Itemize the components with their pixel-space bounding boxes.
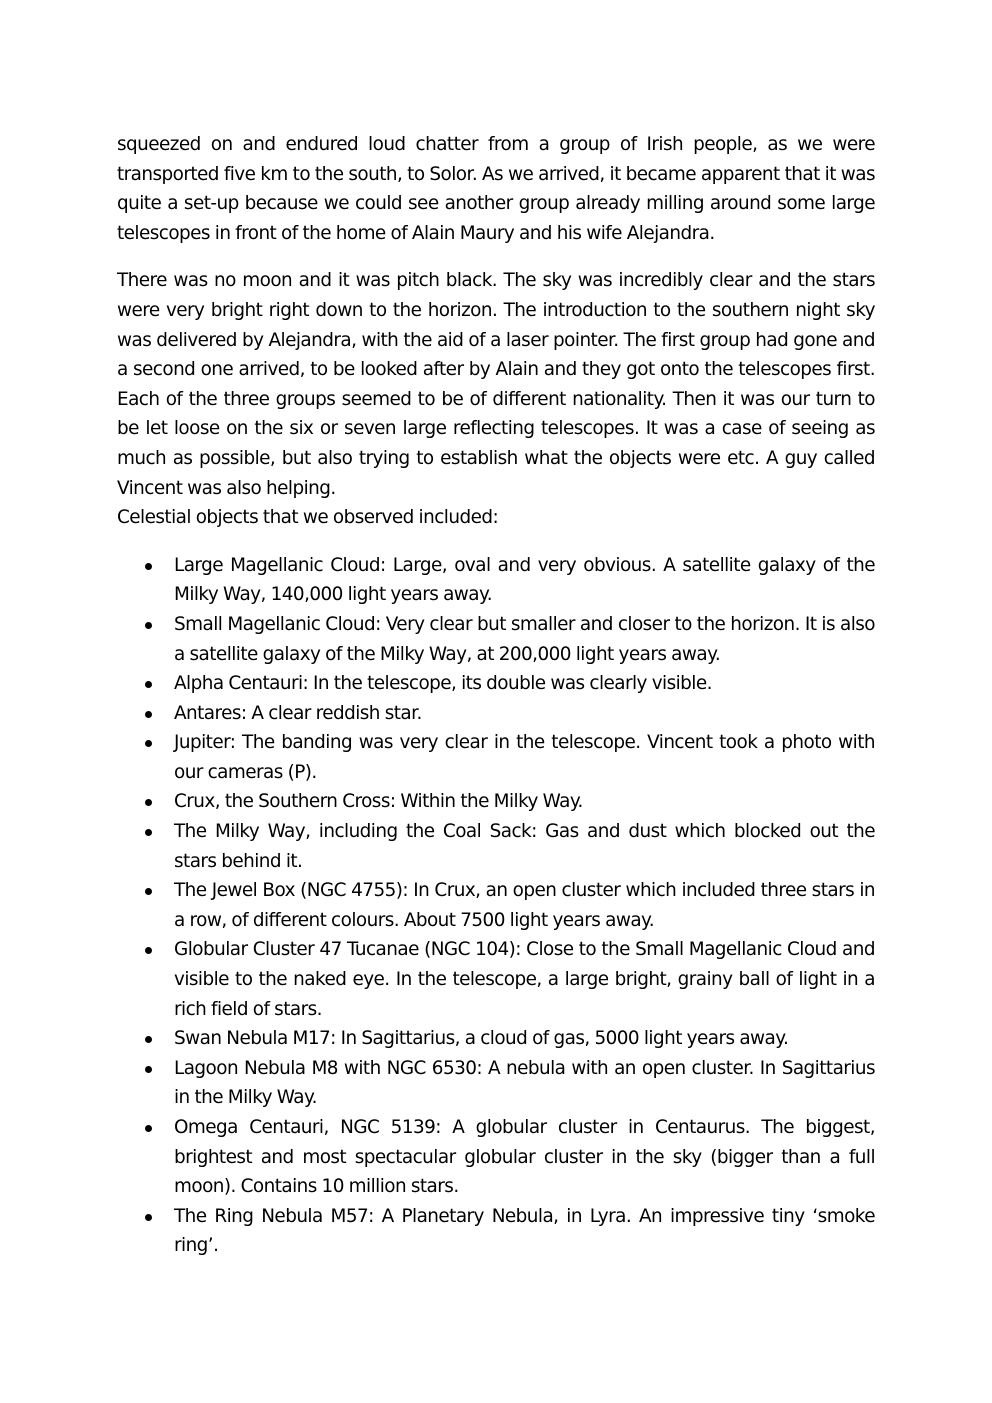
document-page (117, 130, 875, 1261)
list-item-text: The Milky Way, including the Coal Sack: Gas and dust which blocked out the stars behind it. (174, 821, 875, 872)
list-item (117, 1054, 875, 1113)
list-item (117, 1024, 875, 1054)
list-item-text: Lagoon Nebula M8 with NGC 6530: A nebula with an open cluster. In Sagittarius in the Milky Way. (174, 1057, 875, 1109)
bullet-icon (145, 681, 152, 688)
bullet-icon (145, 711, 152, 718)
list-item-text: Large Magellanic Cloud: Large, oval and very obvious. A satellite galaxy of the Milky Way, 140,000 light years away. (174, 554, 875, 606)
celestial-objects-list (117, 551, 875, 1261)
paragraph-night-sky: There was no moon and it was pitch black. The sky was incredibly clear and the stars were very bright right down to the horizon. The introduction to the southern night sky was delivered by Alejandra, with the aid of a laser pointer. The first group had gone and a second one arrived, to be looked after by Alain and they got onto the telescopes first. Each of the three groups seemed to be of different nationality. Then it was our turn to be let loose on the six or seven large reflecting telescopes. It was a case of seeing as much as possible, but also trying to establish what the objects were etc. A guy called Vincent was also helping. (117, 270, 875, 499)
list-item (117, 787, 875, 817)
bullet-icon (145, 799, 152, 806)
list-item (117, 669, 875, 699)
list-item (117, 1202, 875, 1261)
list-item (117, 728, 875, 787)
list-item-text: Swan Nebula M17: In Sagittarius, a cloud of gas, 5000 light years away. (174, 1028, 789, 1050)
bullet-icon (145, 563, 152, 570)
list-item-text: Crux, the Southern Cross: Within the Milky Way. (174, 791, 583, 813)
bullet-icon (145, 888, 152, 895)
list-item (117, 935, 875, 1024)
paragraph-arrival: squeezed on and endured loud chatter from a group of Irish people, as we were transported five km to the south, to Solor. As we arrived, it became apparent that it was quite a set-up because we could see another group already milling around some large telescopes in front of the home of Alain Maury and his wife Alejandra. (117, 134, 875, 244)
bullet-icon (145, 1066, 152, 1073)
list-item-text: The Jewel Box (NGC 4755): In Crux, an open cluster which included three stars in a row, of different colours. About 7500 light years away. (174, 880, 875, 931)
bullet-icon (145, 740, 152, 747)
list-item-text: Antares: A clear reddish star. (174, 702, 422, 724)
list-item (117, 876, 875, 935)
bullet-icon (145, 1125, 152, 1132)
bullet-icon (145, 1036, 152, 1043)
list-item-text: Globular Cluster 47 Tucanae (NGC 104): Close to the Small Magellanic Cloud and visible to the naked eye. In the telescope, a large bright, grainy ball of light in a rich field of stars. (174, 939, 875, 1020)
list-item-text: The Ring Nebula M57: A Planetary Nebula, in Lyra. An impressive tiny ‘smoke ring’. (174, 1205, 875, 1257)
list-item-text: Small Magellanic Cloud: Very clear but smaller and closer to the horizon. It is also a satellite galaxy of the Milky Way, at 200,000 light years away. (174, 613, 875, 665)
list-item-text: Omega Centauri, NGC 5139: A globular cluster in Centaurus. The biggest, brightest and most spectacular globular cluster in the sky (bigger than a full moon). Contains 10 million stars. (174, 1117, 875, 1198)
bullet-icon (145, 947, 152, 954)
bullet-icon (145, 1214, 152, 1221)
list-item (117, 1113, 875, 1202)
list-item-text: Alpha Centauri: In the telescope, its double was clearly visible. (174, 673, 712, 695)
list-item (117, 610, 875, 669)
list-item (117, 817, 875, 876)
list-item-text: Jupiter: The banding was very clear in the telescope. Vincent took a photo with our cameras (P). (174, 732, 875, 783)
paragraph-objects-intro: Celestial objects that we observed included: (117, 507, 499, 529)
list-item (117, 551, 875, 610)
list-item (117, 699, 875, 729)
bullet-icon (145, 829, 152, 836)
bullet-icon (145, 622, 152, 629)
